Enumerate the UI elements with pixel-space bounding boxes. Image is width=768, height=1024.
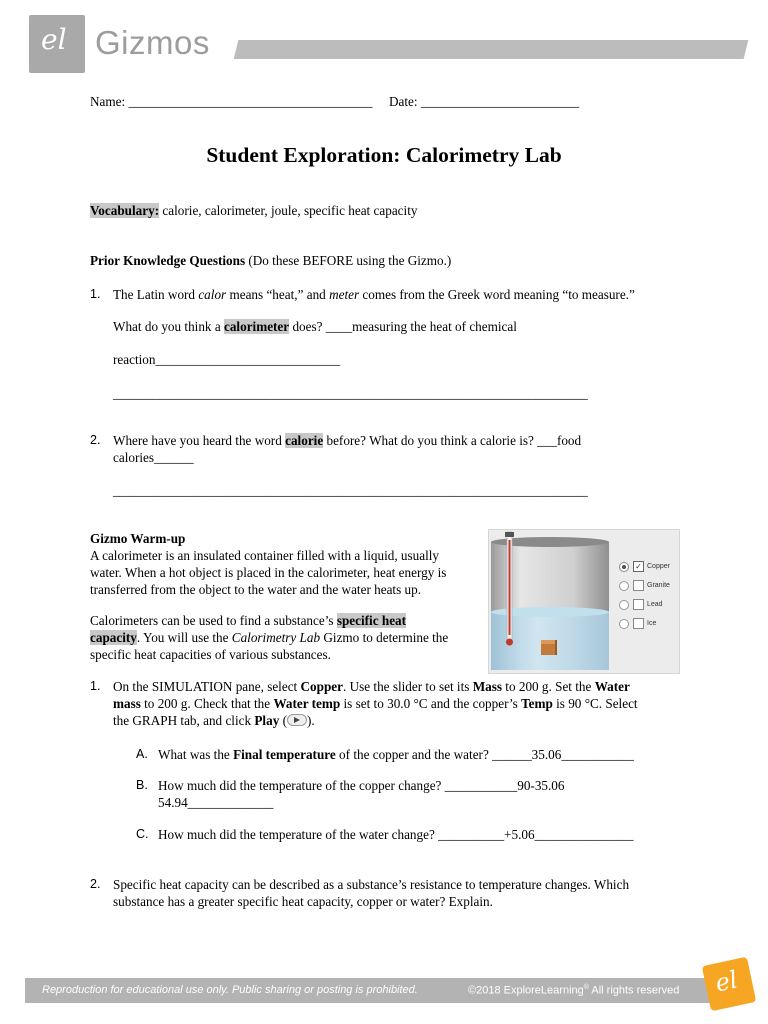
w1-b-text <box>158 777 565 811</box>
term-capacity: capacity <box>90 630 137 645</box>
play-icon <box>287 714 307 726</box>
w1-line1 <box>113 678 638 695</box>
option-ice[interactable] <box>619 614 670 633</box>
w1-l2-b: is set to 30.0 °C and the copper’s <box>340 696 522 711</box>
w1-a-a: What was the <box>158 747 234 762</box>
option-label-lead: Lead <box>647 601 663 608</box>
name-field[interactable]: _____________________________________ <box>128 94 373 109</box>
w1-l2-c: is 90 °C. Select <box>552 696 638 711</box>
option-label-granite: Granite <box>647 582 670 589</box>
w1-copper: Copper <box>300 679 344 694</box>
q1-text <box>113 286 635 303</box>
warmup-p1-line1: A calorimeter is an insulated container filled with a liquid, usually <box>90 548 440 563</box>
radio-icon[interactable] <box>619 619 629 629</box>
warmup-p2-b: . You will use the <box>136 630 232 645</box>
checkbox-icon[interactable] <box>633 599 644 610</box>
footer-copyright <box>468 984 679 997</box>
vocabulary-terms: calorie, calorimeter, joule, specific heat capacity <box>162 203 418 218</box>
q1-text-c: comes from the Greek word meaning “to measure.” <box>359 287 635 302</box>
q2-answer[interactable]: before? What do you think a calorie is? ___food <box>323 433 582 448</box>
q2-number: 2. <box>90 433 101 447</box>
w1-b-answer-cont[interactable]: 54.94_____________ <box>158 795 274 810</box>
option-lead[interactable] <box>619 595 670 614</box>
warmup-p2-line3: specific heat capacities of various substances. <box>90 647 331 662</box>
warmup-heading: Gizmo Warm-up <box>90 531 186 546</box>
name-date-line <box>90 93 579 110</box>
warmup-p2-line2 <box>90 629 480 646</box>
radio-icon[interactable] <box>619 600 629 610</box>
brand-name: Gizmos <box>95 24 210 61</box>
w1-b-letter: B. <box>136 778 148 792</box>
term-specific-heat: specific heat <box>336 613 407 628</box>
q1-answer[interactable]: does? ____measuring the heat of chemical <box>289 319 517 334</box>
radio-selected-icon[interactable] <box>619 562 629 572</box>
warmup-paragraph-2 <box>90 612 480 663</box>
w1-water: Water <box>594 679 630 694</box>
gizmo-name: Calorimetry Lab <box>231 630 321 645</box>
w2-text <box>113 876 629 910</box>
w2-number: 2. <box>90 877 101 891</box>
sim-options <box>619 557 670 633</box>
w1-play: Play <box>254 713 280 728</box>
prior-note: (Do these BEFORE using the Gizmo.) <box>248 253 452 268</box>
w1-l1-c: to 200 g. Set the <box>502 679 595 694</box>
warmup-p1-line2: water. When a hot object is placed in the calorimeter, heat energy is <box>90 565 447 580</box>
q1-question <box>113 318 517 335</box>
w2-line1: Specific heat capacity can be described as a substance’s resistance to temperature changes. Which <box>113 877 630 892</box>
footer-reg: ® <box>583 984 589 991</box>
w1-c-answer[interactable]: How much did the temperature of the water change? __________+5.06_______________ <box>158 827 634 842</box>
date-field[interactable]: ________________________ <box>420 94 580 109</box>
q1-calor: calor <box>198 287 227 302</box>
q1-answer-cont[interactable]: reaction____________________________ <box>113 352 341 367</box>
footer-copyright-b: All rights reserved <box>588 984 680 997</box>
w1-l3-a: the GRAPH tab, and click <box>113 713 255 728</box>
footer-copyright-a: ©2018 ExploreLearning <box>468 984 584 997</box>
w1-text <box>113 678 638 729</box>
warmup-paragraph-1 <box>90 547 480 598</box>
q1-number: 1. <box>90 287 101 301</box>
q2-text <box>113 432 581 449</box>
warmup-p2-a: Calorimeters can be used to find a substance’s <box>90 613 337 628</box>
checkbox-icon[interactable] <box>633 618 644 629</box>
w1-line2 <box>113 695 638 712</box>
w1-temp: Temp <box>521 696 553 711</box>
q2-text-a: Where have you heard the word <box>113 433 286 448</box>
warmup-p2-c: Gizmo to determine the <box>320 630 449 645</box>
name-label: Name: <box>90 94 126 109</box>
w2-line2: substance has a greater specific heat capacity, copper or water? Explain. <box>113 894 493 909</box>
q2-answer-cont[interactable]: calories______ <box>113 450 194 465</box>
w1-a-answer[interactable]: of the copper and the water? ______35.06___________ <box>335 747 634 762</box>
date-label: Date: <box>389 94 418 109</box>
q1-answer-blank[interactable]: ________________________________________________________________________ <box>113 386 588 401</box>
q1-text-a: The Latin word <box>113 287 199 302</box>
checkbox-checked-icon[interactable]: ✓ <box>633 561 644 572</box>
gizmos-logo <box>29 15 85 73</box>
q1-term-calorimeter: calorimeter <box>223 319 290 334</box>
w1-l3-c: ). <box>307 713 315 728</box>
radio-icon[interactable] <box>619 581 629 591</box>
footer-bar <box>25 978 727 1003</box>
option-label-ice: Ice <box>647 620 657 627</box>
page-title: Student Exploration: Calorimetry Lab <box>206 143 562 167</box>
w1-b-answer[interactable]: How much did the temperature of the copper change? ___________90-35.06 <box>158 778 565 793</box>
w1-a-letter: A. <box>136 747 148 761</box>
w1-a-term: Final temperature <box>233 747 336 762</box>
w1-l2-a: to 200 g. Check that the <box>140 696 274 711</box>
option-label-copper: Copper <box>647 563 670 570</box>
q1-text-b: means “heat,” and <box>226 287 330 302</box>
warmup-p1-line3: transferred from the object to the water and the water heats up. <box>90 582 422 597</box>
q2-answer-blank[interactable]: ________________________________________________________________________ <box>113 483 588 498</box>
w1-number: 1. <box>90 679 101 693</box>
w1-l3-b: ( <box>279 713 287 728</box>
w1-line3 <box>113 712 638 729</box>
vocabulary-label: Vocabulary: <box>90 203 160 218</box>
option-granite[interactable] <box>619 576 670 595</box>
q1-ask-a: What do you think a <box>113 319 224 334</box>
footer-disclaimer: Reproduction for educational use only. Public sharing or posting is prohibited. <box>42 984 418 996</box>
w1-l2-mass: mass <box>113 696 141 711</box>
checkbox-icon[interactable] <box>633 580 644 591</box>
footer-logo-glyph: el <box>712 965 740 998</box>
w1-mass: Mass <box>472 679 502 694</box>
w1-a-text <box>158 746 634 763</box>
w1-c-letter: C. <box>136 827 149 841</box>
w1-l1-a: On the SIMULATION pane, select <box>113 679 301 694</box>
q2-term-calorie: calorie <box>285 433 324 448</box>
w1-water-temp: Water temp <box>273 696 341 711</box>
vocabulary <box>90 202 417 219</box>
warmup-p2-line1 <box>90 612 480 629</box>
option-copper[interactable] <box>619 557 670 576</box>
logo-glyph: el <box>41 23 67 56</box>
calorimeter-simulation-image <box>488 529 680 674</box>
prior-knowledge-heading <box>90 252 451 269</box>
header-bar <box>234 40 749 59</box>
prior-heading-text: Prior Knowledge Questions <box>90 253 246 268</box>
w1-l1-b: . Use the slider to set its <box>343 679 473 694</box>
q1-meter: meter <box>329 287 360 302</box>
explorelearning-logo-icon <box>702 957 757 1012</box>
